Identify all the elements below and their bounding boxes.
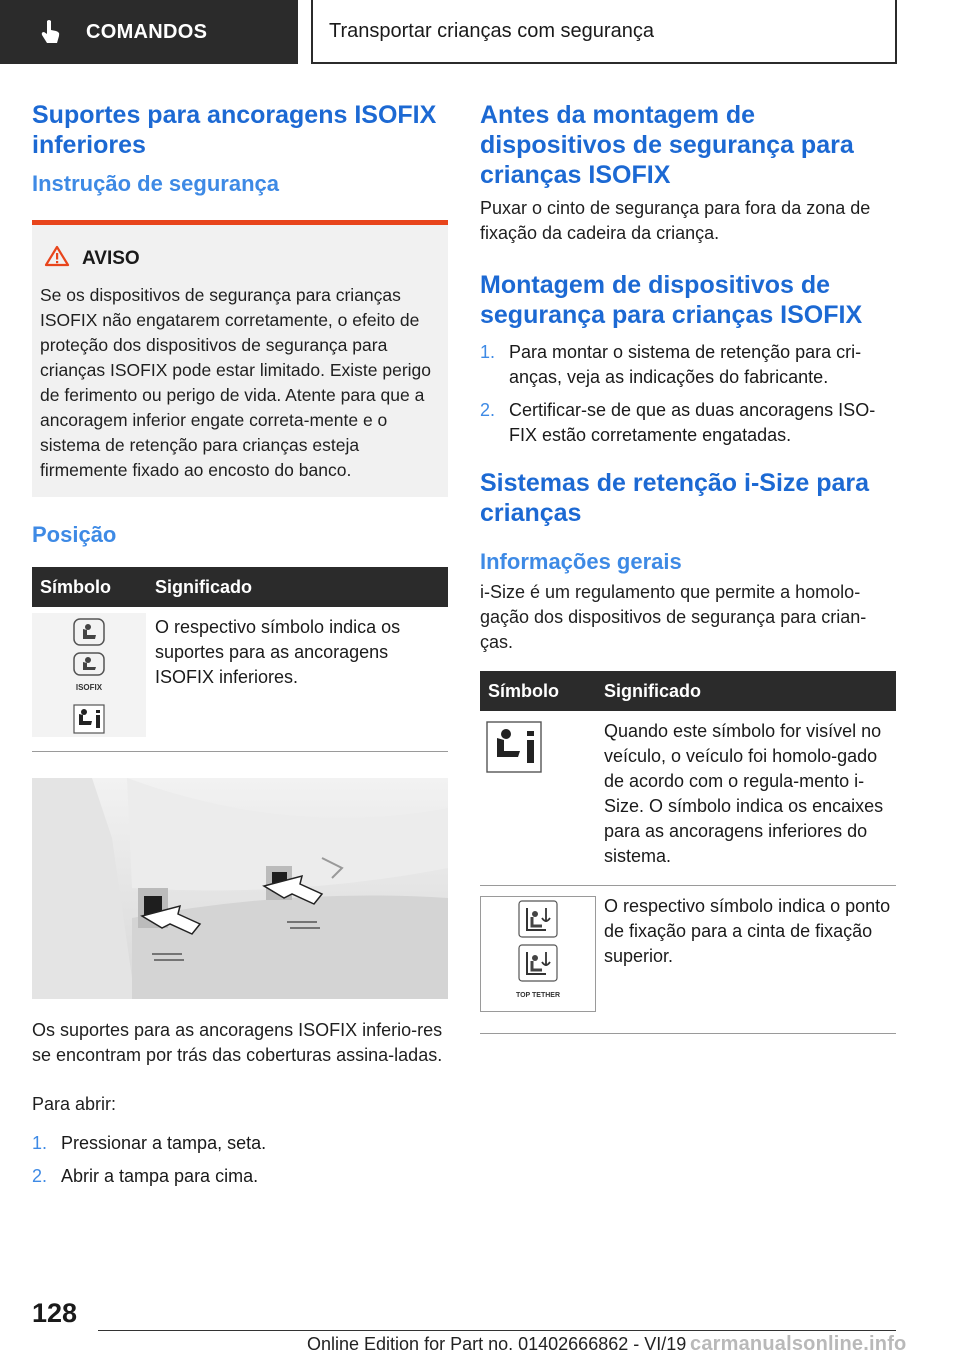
edition-text: Online Edition for Part no. 01402666862 - VI/19: [307, 1334, 687, 1354]
col-meaning: Significado: [147, 567, 448, 607]
warning-header: [44, 245, 440, 273]
col-symbol: Símbolo: [480, 671, 596, 711]
watermark: carmanualsonline.info: [690, 1333, 907, 1355]
col-symbol: Símbolo: [32, 567, 147, 607]
table-row: [480, 886, 896, 1034]
right-column: [480, 100, 896, 1034]
section-title-mounting: Montagem de dispositivos de segurança para crianças ISOFIX: [480, 271, 863, 329]
before-mounting-text: Puxar o cinto de segurança para fora da zona de fixação da cadeira da criança.: [480, 198, 871, 243]
subtitle-safety-instruction: Instrução de segurança: [32, 171, 279, 196]
footer-divider: [98, 1330, 896, 1331]
heading-position: Posição: [32, 522, 117, 547]
section-title-isize: Sistemas de retenção i-Size para crianças: [480, 469, 870, 527]
top-tether-caption: TOP TETHER: [515, 992, 561, 999]
section-label: COMANDOS: [86, 20, 208, 43]
list-item: [32, 1164, 448, 1189]
symbol-table-isize: [480, 671, 896, 1034]
subtitle-general-info: Informações gerais: [480, 549, 682, 574]
rear-seat-photo: [32, 778, 448, 1004]
step-text: Para montar o sistema de retenção para cri‐anças, veja as indicações do fabricante.: [509, 342, 862, 387]
page-number: 128: [32, 1298, 78, 1328]
meaning-cell: Quando este símbolo for visível no veículo, o veículo foi homolo‐gado de acordo com o regula‐mento i-Size. O símbolo indica os encaixes para as ancoragens inferiores do sistema.: [596, 711, 896, 886]
photo-caption: Os suportes para as ancoragens ISOFIX inferio‐res se encontram por trás das coberturas assina‐ladas.: [32, 1020, 443, 1065]
list-item: [32, 1131, 448, 1156]
step-number: 1.: [480, 342, 496, 362]
top-tether-symbol-group: [480, 896, 596, 1012]
section-tab: [0, 0, 298, 64]
col-meaning: Significado: [596, 671, 896, 711]
tether-anchor-icon: [518, 900, 558, 938]
list-item: [480, 398, 896, 448]
isofix-caption: ISOFIX: [75, 682, 103, 692]
tether-anchor-icon: [518, 944, 558, 982]
isofix-symbol-group: [32, 613, 146, 737]
symbol-cell: [480, 711, 596, 886]
table-row: [480, 711, 896, 886]
symbol-cell: [32, 607, 147, 752]
section-title-isofix-anchors: Suportes para ancoragens ISOFIX inferiores: [32, 101, 437, 159]
child-seat-isofix-icon: [72, 651, 106, 677]
chapter-title-box: [311, 0, 897, 64]
child-seat-icon: [72, 617, 106, 647]
left-column: [32, 100, 448, 1197]
step-text: Abrir a tampa para cima.: [61, 1166, 259, 1186]
step-number: 2.: [480, 400, 496, 420]
symbol-table-isofix: [32, 567, 448, 752]
meaning-cell: O respectivo símbolo indica o ponto de fixação para a cinta de fixação superior.: [596, 886, 896, 1034]
isize-symbol-icon: [73, 704, 105, 734]
isize-info-text: i-Size é um regulamento que permite a homolo‐gação dos dispositivos de segurança para crian‐ças.: [480, 582, 867, 652]
warning-label: AVISO: [82, 248, 140, 269]
warning-triangle-icon: [44, 245, 82, 273]
table-header-row: [32, 567, 448, 607]
symbol-cell: [480, 886, 596, 1034]
mounting-steps-list: [480, 340, 896, 448]
chapter-title: Transportar crianças com segurança: [329, 19, 654, 42]
open-steps-list: [32, 1131, 448, 1189]
step-number: 2.: [32, 1166, 48, 1186]
meaning-cell: O respectivo símbolo indica os suportes para as ancoragens ISOFIX inferiores.: [147, 607, 448, 752]
step-text: Pressionar a tampa, seta.: [61, 1133, 267, 1153]
list-item: [480, 340, 896, 390]
isofix-cover-photo: [32, 778, 448, 999]
isize-symbol-icon: [486, 721, 542, 773]
warning-box: [32, 220, 448, 497]
table-row: [32, 607, 448, 752]
page-header: [0, 0, 960, 66]
warning-text: Se os dispositivos de segurança para crianças ISOFIX não engatarem corretamente, o efeito de proteção dos dispositivos de segurança para crianças ISOFIX pode estar limitado. Existe perigo de ferimento ou perigo de vida. Atente para que a ancoragem inferior engate correta‐mente e o sistema de retenção para crianças esteja firmemente fixado ao encosto do banco.: [40, 285, 432, 480]
section-title-before-mounting: Antes da montagem de dispositivos de segurança para crianças ISOFIX: [480, 101, 854, 189]
isize-symbol: [486, 721, 542, 773]
step-text: Certificar-se de que as duas ancoragens ISO‐FIX estão corretamente engatadas.: [509, 400, 876, 445]
table-header-row: [480, 671, 896, 711]
open-label: Para abrir:: [32, 1094, 117, 1114]
hand-pointer-icon: [38, 19, 64, 45]
step-number: 1.: [32, 1133, 48, 1153]
